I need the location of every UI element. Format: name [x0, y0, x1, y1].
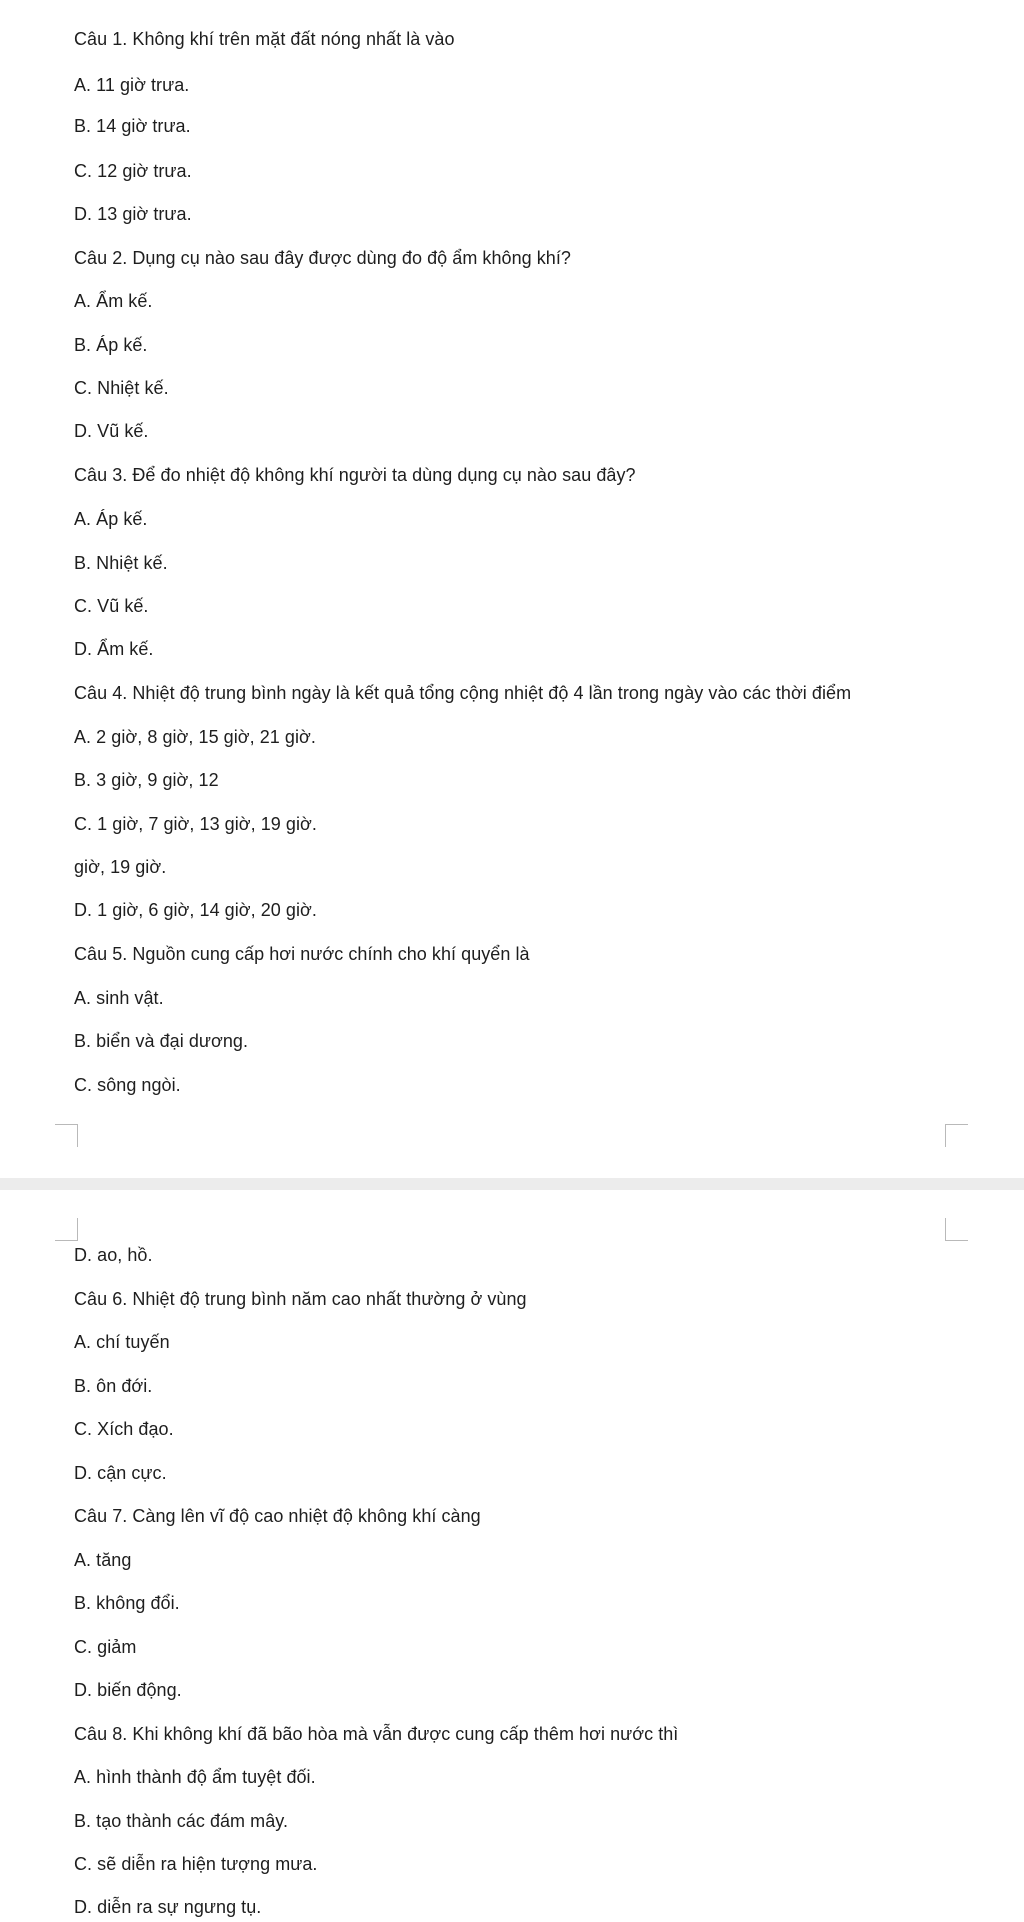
question-7: Câu 7. Càng lên vĩ độ cao nhiệt độ không khí càng — [74, 1506, 481, 1526]
answer-option: A. sinh vật. — [74, 988, 164, 1008]
question-3: Câu 3. Để đo nhiệt độ không khí người ta dùng dụng cụ nào sau đây? — [74, 465, 636, 485]
answer-option: B. tạo thành các đám mây. — [74, 1811, 289, 1831]
answer-option: C. sẽ diễn ra hiện tượng mưa. — [74, 1854, 318, 1874]
crop-mark-icon — [55, 1124, 78, 1147]
answer-option: D. Vũ kế. — [74, 421, 149, 441]
answer-option: A. chí tuyến — [74, 1332, 170, 1352]
question-8: Câu 8. Khi không khí đã bão hòa mà vẫn được cung cấp thêm hơi nước thì — [74, 1724, 679, 1744]
crop-mark-icon — [945, 1218, 968, 1241]
answer-option: A. tăng — [74, 1550, 132, 1570]
answer-option: B. biển và đại dương. — [74, 1031, 249, 1051]
answer-option: D. diễn ra sự ngưng tụ. — [74, 1897, 262, 1917]
answer-option: B. Nhiệt kế. — [74, 553, 168, 573]
question-2: Câu 2. Dụng cụ nào sau đây được dùng đo độ ẩm không khí? — [74, 248, 571, 268]
answer-option: C. sông ngòi. — [74, 1075, 181, 1095]
answer-option: D. 13 giờ trưa. — [74, 204, 192, 224]
answer-option: D. cận cực. — [74, 1463, 167, 1483]
answer-option: C. 12 giờ trưa. — [74, 161, 192, 181]
answer-option: D. 1 giờ, 6 giờ, 14 giờ, 20 giờ. — [74, 900, 317, 920]
crop-mark-icon — [55, 1218, 78, 1241]
answer-option: A. hình thành độ ẩm tuyệt đối. — [74, 1767, 316, 1787]
answer-option: C. 1 giờ, 7 giờ, 13 giờ, 19 giờ. — [74, 814, 317, 834]
question-6: Câu 6. Nhiệt độ trung bình năm cao nhất thường ở vùng — [74, 1289, 527, 1309]
answer-option: B. Áp kế. — [74, 335, 148, 355]
answer-option: D. Ẩm kế. — [74, 639, 154, 659]
answer-option: A. Áp kế. — [74, 509, 148, 529]
page-separator — [0, 1178, 1024, 1190]
answer-continuation: giờ, 19 giờ. — [74, 857, 167, 877]
crop-mark-icon — [945, 1124, 968, 1147]
question-1: Câu 1. Không khí trên mặt đất nóng nhất là vào — [74, 29, 455, 49]
question-4: Câu 4. Nhiệt độ trung bình ngày là kết quả tổng cộng nhiệt độ 4 lần trong ngày vào các thời điểm — [74, 683, 852, 703]
question-5: Câu 5. Nguồn cung cấp hơi nước chính cho khí quyển là — [74, 944, 530, 964]
answer-option: C. Xích đạo. — [74, 1419, 174, 1439]
answer-option: B. 3 giờ, 9 giờ, 12 — [74, 770, 219, 790]
answer-option: A. 11 giờ trưa. — [74, 75, 190, 95]
answer-option: D. biến động. — [74, 1680, 182, 1700]
answer-option: A. Ẩm kế. — [74, 291, 153, 311]
answer-option: C. Nhiệt kế. — [74, 378, 169, 398]
answer-option: B. không đổi. — [74, 1593, 180, 1613]
answer-option: B. 14 giờ trưa. — [74, 116, 191, 136]
answer-option: C. giảm — [74, 1637, 137, 1657]
answer-option: A. 2 giờ, 8 giờ, 15 giờ, 21 giờ. — [74, 727, 316, 747]
answer-option: D. ao, hồ. — [74, 1245, 153, 1265]
answer-option: C. Vũ kế. — [74, 596, 149, 616]
answer-option: B. ôn đới. — [74, 1376, 153, 1396]
